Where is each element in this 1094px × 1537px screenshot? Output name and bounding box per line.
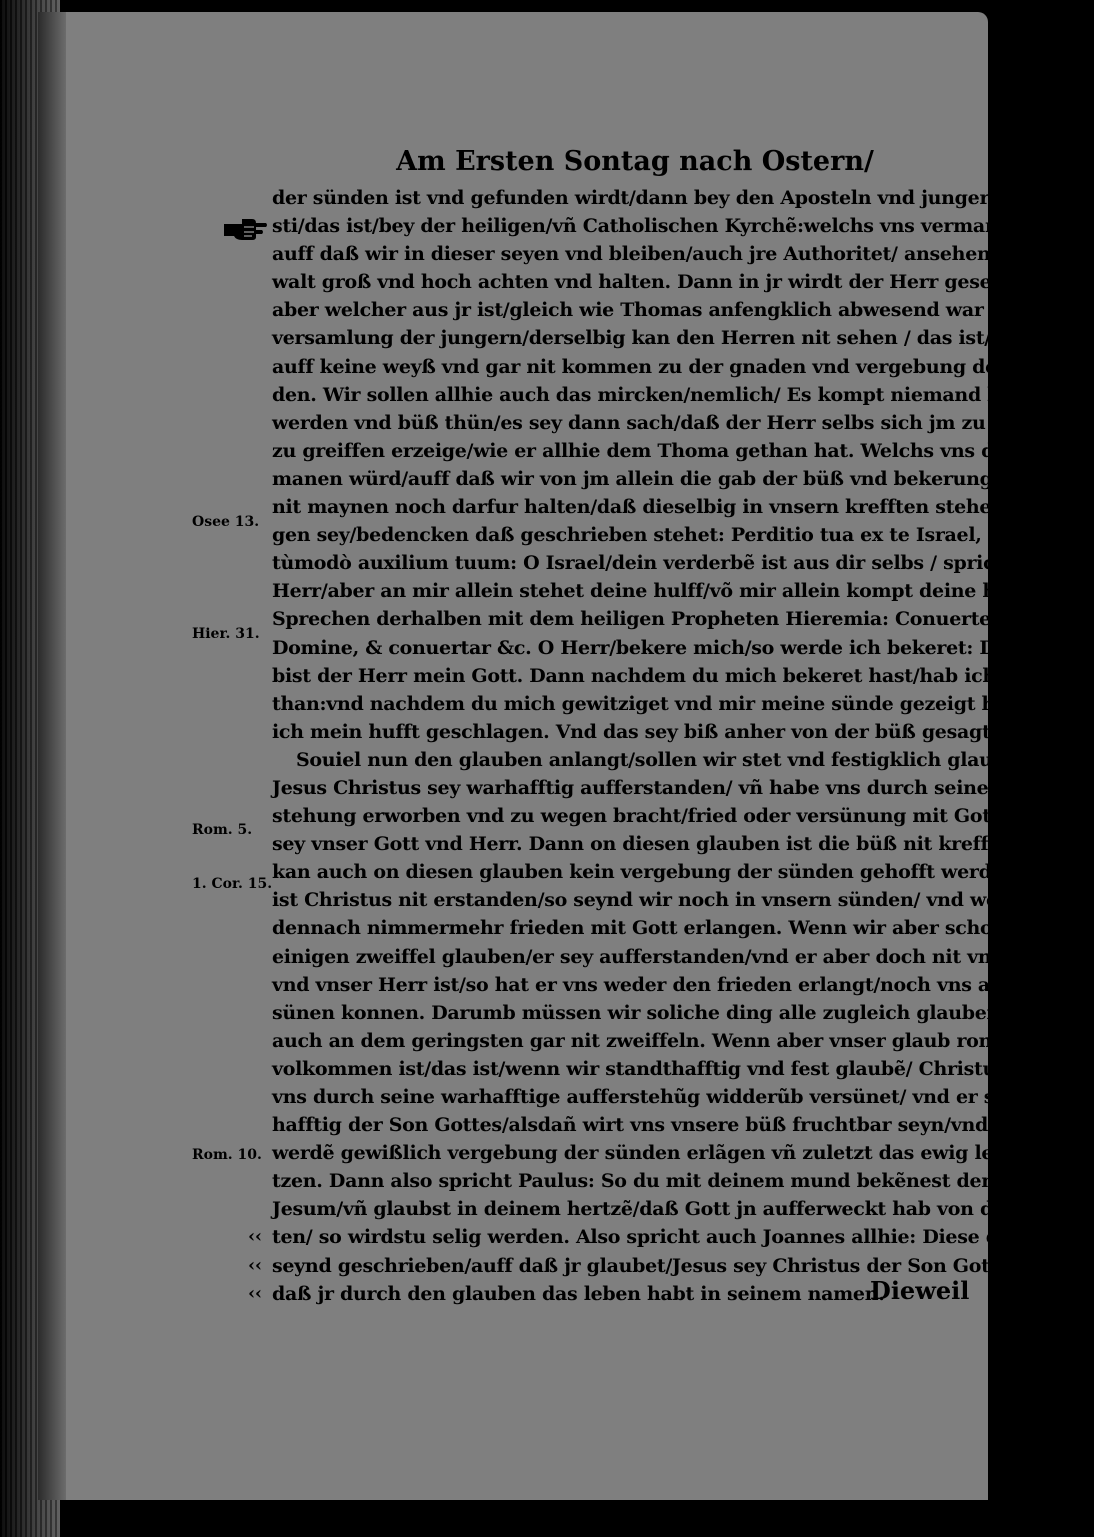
text-line: auch an dem geringsten gar nit zweiffeln. Wenn aber vnser glaub rond vnd <box>272 1029 1049 1052</box>
text-line: Jesum/vñ glaubst in deinem hertzẽ/daß Gott jn aufferweckt hab von den tod- <box>272 1198 1067 1221</box>
pointing-hand-icon <box>222 216 268 242</box>
text-line: nit maynen noch darfur halten/daß dieselbig in vnsern krefften stehe vnd gele- <box>272 496 1093 519</box>
text-line: vnd vnser Herr ist/so hat er vns weder den frieden erlangt/noch vns auch ver- <box>272 973 1075 996</box>
quote-mark: ‹‹ <box>248 1254 262 1276</box>
text-line: hafftig der Son Gottes/alsdañ wirt vns vnsere büß fruchtbar seyn/vnd wir <box>272 1114 1027 1137</box>
text-line: walt groß vnd hoch achten vnd halten. Dann in jr wirdt der Herr gesehen/ <box>272 271 1037 294</box>
quoted-line-text: seynd geschrieben/auff daß jr glaubet/Jesus sey Christus der Son Gottes/vñ <box>272 1254 1052 1277</box>
text-line: versamlung der jungern/derselbig kan den Herren nit sehen / das ist/ Er kan <box>272 327 1066 350</box>
text-line: volkommen ist/das ist/wenn wir standthafftig vnd fest glaubẽ/ Christus habe <box>272 1057 1063 1080</box>
text-line: stehung erworben vnd zu wegen bracht/fried oder versünung mit Gott/ vñ er <box>272 805 1065 828</box>
text-line: der sünden ist vnd gefunden wirdt/dann bey den Aposteln vnd jungern Chri- <box>272 187 1062 209</box>
text-line: gen sey/bedencken daß geschrieben stehet: Perditio tua ex te Israel, in me tan- <box>272 524 1094 547</box>
text-line: tzen. Dann also spricht Paulus: So du mit deinem mund bekẽnest den Herrn <box>272 1170 1064 1193</box>
quoted-line <box>248 1252 1052 1280</box>
margin-note-hier: Hier. 31. <box>192 626 260 642</box>
text-line: sünen konnen. Darumb müssen wir soliche ding alle zugleich glauben / vnd <box>272 1001 1057 1024</box>
text-line: kan auch on diesen glauben kein vergebung der sünden gehofft werdẽ. Dann <box>272 861 1072 884</box>
text-line: aber welcher aus jr ist/gleich wie Thomas anfengklich abwesend war von der <box>272 299 1068 322</box>
text-line: dennach nimmermehr frieden mit Gott erlangen. Wenn wir aber schon on <box>272 917 1039 940</box>
margin-note-osee: Osee 13. <box>192 514 260 530</box>
text-line: sey vnser Gott vnd Herr. Dann on diesen glauben ist die büß nit krefftig / so <box>272 833 1059 856</box>
running-head: Am Ersten Sontag nach Ostern/ <box>396 146 874 177</box>
quoted-line <box>248 1223 1033 1251</box>
text-line: sti/das ist/bey der heiligen/vñ Catholischen Kyrchẽ:welchs vns vermanẽ wirt/ <box>272 215 1065 238</box>
text-line: auff daß wir in dieser seyen vnd bleiben/auch jre Authoritet/ ansehens vnd ge- <box>272 243 1084 266</box>
body-text <box>248 184 1094 1308</box>
text-line: vns durch seine warhafftige aufferstehũg widderũb versünet/ vnd er sey war- <box>272 1086 1069 1108</box>
text-line: zu greiffen erzeige/wie er allhie dem Thoma gethan hat. Welchs vns dañ ver- <box>272 439 1066 462</box>
text-line: tùmodò auxilium tuum: O Israel/dein verderbẽ ist aus dir selbs / spricht der <box>272 552 1058 575</box>
text-line: Jesus Christus sey warhafftig aufferstanden/ vñ habe vns durch seine auffer- <box>272 776 1066 799</box>
quoted-line <box>248 1280 957 1308</box>
text-line: Domine, & conuertar &c. O Herr/bekere mich/so werde ich bekeret: Dañ du <box>272 636 1054 659</box>
margin-note-rom10: Rom. 10. <box>192 1147 262 1163</box>
quote-mark: ‹‹ <box>248 1282 262 1304</box>
margin-note-rom5: Rom. 5. <box>192 822 253 838</box>
text-line: auff keine weyß vnd gar nit kommen zu der gnaden vnd vergebung der sün- <box>272 355 1058 378</box>
text-line: bist der Herr mein Gott. Dann nachdem du mich bekeret hast/hab ich büß ge- <box>272 664 1082 687</box>
text-line: ist Christus nit erstanden/so seynd wir noch in vnsern sünden/ vnd werdẽ auch <box>272 889 1089 912</box>
text-line: einigen zweiffel glauben/er sey aufferstanden/vnd er aber doch nit vnser Gott <box>272 945 1075 968</box>
text-line: Sprechen derhalben mit dem heiligen Propheten Hieremia: Conuerte me <box>272 608 1029 631</box>
text-line: ich mein hufft geschlagen. Vnd das sey biß anher von der büß gesagt. <box>272 720 997 743</box>
text-line: Souiel nun den glauben anlangt/sollen wir stet vnd festigklich glauben/ <box>296 748 1038 771</box>
text-line: than:vnd nachdem du mich gewitziget vnd mir meine sünde gezeigt hast/ habe <box>272 692 1090 715</box>
margin-note-cor: 1. Cor. 15. <box>192 876 273 892</box>
text-line: Herr/aber an mir allein stehet deine hulff/võ mir allein kompt deine hulff her. <box>272 580 1078 603</box>
quoted-line-text: ten/ so wirdstu selig werden. Also spricht auch Joannes allhie: Diese ding <box>272 1226 1033 1249</box>
quote-mark: ‹‹ <box>248 1226 262 1248</box>
text-line: manen würd/auff daß wir von jm allein die gab der büß vnd bekerung bitten/ <box>272 467 1068 490</box>
text-line: den. Wir sollen allhie auch das mircken/nemlich/ Es kompt niemand bekeret <box>272 383 1067 406</box>
page-inner-shadow <box>38 12 66 1500</box>
quoted-line-text: daß jr durch den glauben das leben habt in seinem namen. <box>272 1282 885 1305</box>
catchword: Dieweil <box>870 1276 970 1305</box>
text-line: werden vnd büß thün/es sey dann sach/daß der Herr selbs sich jm zu sehen vñ <box>272 411 1084 434</box>
text-line: werdẽ gewißlich vergebung der sünden erlãgen vñ zuletzt das ewig leben besi- <box>272 1142 1088 1165</box>
